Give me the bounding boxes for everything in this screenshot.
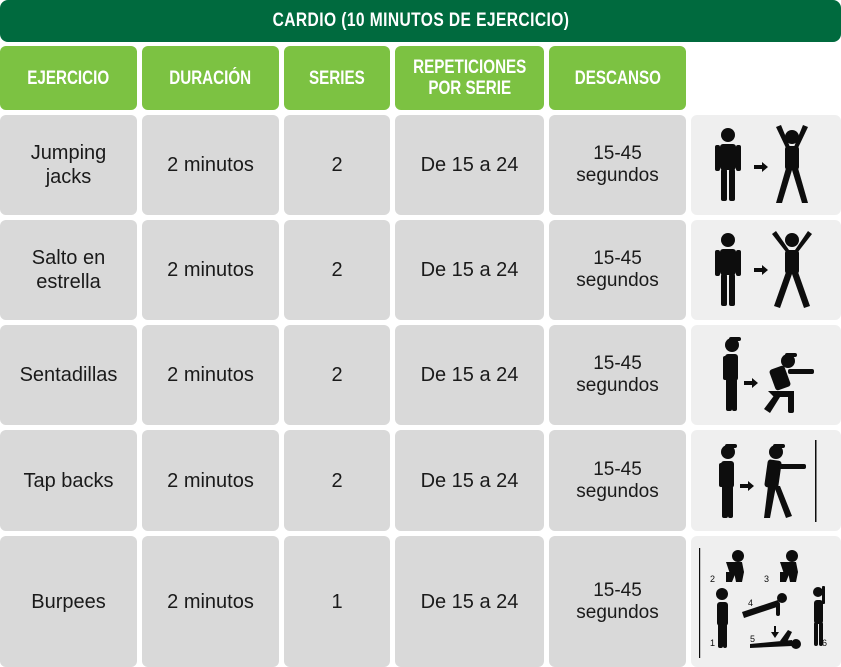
table-row-series (284, 536, 390, 667)
rest-value: 15-45 segundos (576, 579, 659, 623)
table-title-bar (0, 0, 841, 42)
header-reps-label: REPETICIONES POR SERIE (412, 57, 527, 99)
table-row-duration (142, 536, 279, 667)
header-series (284, 46, 390, 110)
duration-value: 2 minutos (167, 154, 254, 176)
header-rest-label: DESCANSO (574, 67, 661, 89)
series-value: 1 (331, 590, 343, 613)
star-jump-icon (706, 228, 826, 312)
table-row-exercise (0, 536, 137, 667)
table-row-duration (142, 220, 279, 320)
series-value: 2 (331, 259, 343, 281)
header-duration (142, 46, 279, 110)
exercise-name: Burpees (31, 590, 106, 613)
reps-value: De 15 a 24 (420, 259, 519, 281)
table-row-series (284, 430, 390, 531)
table-row-duration (142, 325, 279, 425)
series-value: 2 (331, 364, 343, 386)
burpee-icon (696, 542, 836, 662)
table-row-duration (142, 115, 279, 215)
squat-icon (706, 333, 826, 417)
table-row-series (284, 220, 390, 320)
exercise-illustration (691, 536, 841, 667)
burpee-step-label: 6 (822, 637, 828, 648)
burpee-step-label: 2 (710, 573, 716, 584)
header-exercise-label: EJERCICIO (27, 67, 110, 89)
burpee-step-label: 4 (748, 597, 754, 608)
table-row-rest (549, 325, 686, 425)
exercise-name: Sentadillas (19, 364, 118, 386)
table-row-rest (549, 220, 686, 320)
series-value: 2 (331, 154, 343, 176)
reps-value: De 15 a 24 (420, 154, 519, 176)
header-duration-label: DURACIÓN (169, 67, 252, 89)
table-title: CARDIO (10 MINUTOS DE EJERCICIO) (272, 10, 569, 31)
series-value: 2 (331, 469, 343, 492)
exercise-name: Jumping jacks (30, 142, 107, 188)
jumping-jacks-icon (706, 123, 826, 207)
table-row-reps (395, 536, 544, 667)
exercise-illustration (691, 115, 841, 215)
duration-value: 2 minutos (167, 469, 254, 492)
duration-value: 2 minutos (167, 590, 254, 613)
reps-value: De 15 a 24 (420, 590, 519, 613)
table-row-reps (395, 220, 544, 320)
rest-value: 15-45 segundos (576, 248, 659, 291)
exercise-name: Salto en estrella (31, 247, 106, 293)
burpee-step-label: 1 (710, 637, 716, 648)
exercise-name: Tap backs (23, 469, 114, 492)
rest-value: 15-45 segundos (576, 143, 659, 186)
table-row-reps (395, 430, 544, 531)
rest-value: 15-45 segundos (576, 458, 659, 502)
tap-backs-icon (706, 438, 826, 524)
duration-value: 2 minutos (167, 364, 254, 386)
table-row-exercise (0, 325, 137, 425)
table-row-rest (549, 430, 686, 531)
burpee-step-label: 3 (764, 573, 770, 584)
reps-value: De 15 a 24 (420, 469, 519, 492)
table-row-series (284, 115, 390, 215)
rest-value: 15-45 segundos (576, 353, 659, 396)
table-row-reps (395, 325, 544, 425)
duration-value: 2 minutos (167, 259, 254, 281)
table-row-exercise (0, 115, 137, 215)
table-row-rest (549, 536, 686, 667)
reps-value: De 15 a 24 (420, 364, 519, 386)
table-row-exercise (0, 430, 137, 531)
table-row-series (284, 325, 390, 425)
header-reps (395, 46, 544, 110)
header-series-label: SERIES (309, 67, 365, 89)
table-row-exercise (0, 220, 137, 320)
table-row-reps (395, 115, 544, 215)
burpee-step-label: 5 (750, 633, 756, 644)
header-exercise (0, 46, 137, 110)
table-row-rest (549, 115, 686, 215)
exercise-illustration (691, 430, 841, 531)
table-row-duration (142, 430, 279, 531)
exercise-illustration (691, 325, 841, 425)
exercise-illustration (691, 220, 841, 320)
header-rest (549, 46, 686, 110)
